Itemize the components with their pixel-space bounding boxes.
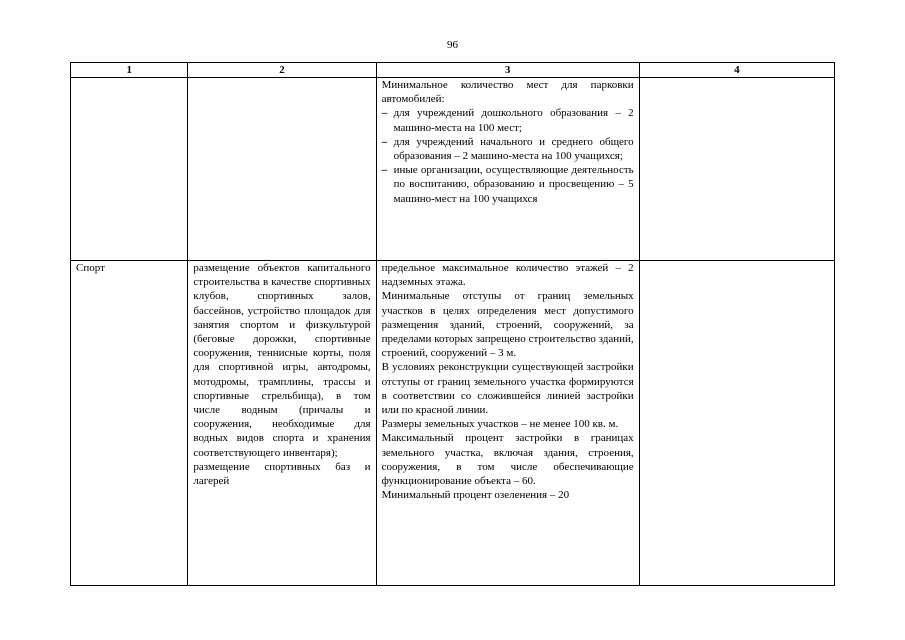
parking-list-item: – для учреждений дошкольного образования – 2 машино-места на 100 мест; — [382, 106, 634, 134]
column-header-1: 1 — [71, 63, 188, 78]
use-description-paragraph: размещение объектов капитального строительства в качестве спортивных клубов, спортивных залов, бассейнов, устройство площадок для занятия спортом и физкультурой (беговые дорожки, спортивные сооружения, теннисные корты, поля для спортивной игры, автодромы, мотодромы, трамплины, трассы и спортивные стрельбища), в том числе водным (причалы и сооружения, необходимые для водных видов спорта и хранения соответствующего инвентаря); — [193, 262, 371, 459]
parameter-paragraph: Максимальный процент застройки в границах земельного участка, включая здания, строения, сооружения, в том числе обеспечивающие функционирование объекта – 60. — [381, 432, 634, 488]
column-header-2: 2 — [188, 63, 376, 78]
column-header-3: 3 — [376, 63, 639, 78]
column-header-4: 4 — [639, 63, 834, 78]
parking-list-item: – для учреждений начального и среднего общего образования – 2 машино-места на 100 учащихся; — [382, 135, 634, 163]
parameter-paragraph: предельное максимальное количество этажей – 2 надземных этажа. — [381, 262, 634, 289]
row1-col2-cell — [188, 78, 376, 261]
regulations-table — [70, 62, 835, 586]
use-description-cell — [188, 261, 376, 586]
parking-list — [382, 106, 634, 205]
parameters-cell — [376, 261, 639, 586]
row1-col1-cell — [71, 78, 188, 261]
use-type-cell: Спорт — [71, 261, 188, 586]
page-number: 96 — [447, 39, 458, 51]
row1-col3-cell — [376, 78, 639, 261]
parameter-paragraph: Минимальные отступы от границ земельных участков в целях определения мест допустимого размещения зданий, строений, сооружений, за пределами которых запрещено строительство зданий, строений, сооружений – 3 м. — [381, 290, 634, 360]
parking-intro: Минимальное количество мест для парковки автомобилей: — [381, 79, 634, 106]
table-header-row — [71, 63, 835, 78]
row1-col4-cell — [639, 78, 834, 261]
parking-list-item: – иные организации, осуществляющие деятельность по воспитанию, образованию и просвещению – 5 машино-мест на 100 учащихся — [382, 163, 634, 206]
row2-col4-cell — [639, 261, 834, 586]
parameter-paragraph: Минимальный процент озеленения – 20 — [381, 489, 570, 502]
table-row — [71, 78, 835, 261]
parameter-paragraph: В условиях реконструкции существующей застройки отступы от границ земельного участка формируются в соответствии со сложившейся линией застройки или по красной линии. — [381, 361, 634, 417]
parameter-paragraph: Размеры земельных участков – не менее 100 кв. м. — [381, 418, 619, 431]
table-row — [71, 261, 835, 586]
use-description-paragraph: размещение спортивных баз и лагерей — [193, 460, 371, 488]
